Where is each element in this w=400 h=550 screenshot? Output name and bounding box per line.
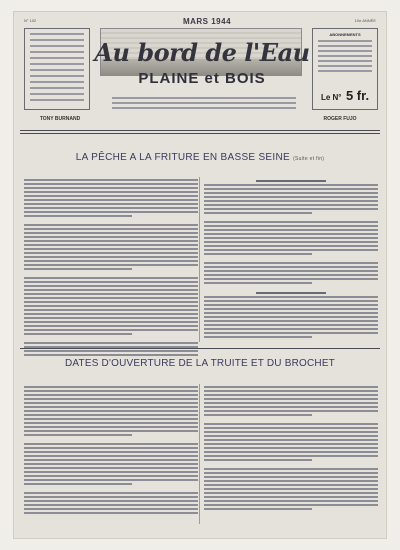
masthead-subtitle: PLAINE et BOIS <box>138 70 266 87</box>
masthead-rule-2 <box>20 133 380 134</box>
year-label: 10e ANNÉE <box>354 18 376 23</box>
issue-number: N° 102 <box>24 18 37 23</box>
column-divider <box>199 177 200 342</box>
masthead-rule <box>20 130 380 131</box>
column-divider-2 <box>199 384 200 524</box>
masthead-title: Au bord de l'Eau <box>94 38 310 67</box>
subscription-box: ABONNEMENTS Le N° 5 fr. <box>312 28 378 110</box>
masthead-address <box>112 94 296 109</box>
article-column-left <box>24 177 198 356</box>
credit-right: ROGER FUJO <box>323 116 357 122</box>
dates-column-right <box>204 384 378 510</box>
price: Le N° 5 fr. <box>320 88 370 103</box>
section-rule <box>20 348 380 349</box>
dates-column-left <box>24 384 198 514</box>
article-column-right <box>204 177 378 338</box>
masthead-left-box <box>24 28 90 110</box>
section-title: DATES D'OUVERTURE DE LA TRUITE ET DU BROCHET <box>64 358 335 369</box>
credit-left: TONY BURNAND <box>39 116 81 122</box>
newspaper-page <box>14 12 386 538</box>
issue-date: MARS 1944 <box>182 17 232 26</box>
article-title: LA PÊCHE A LA FRITURE EN BASSE SEINE (Suite et fin) <box>75 152 325 163</box>
